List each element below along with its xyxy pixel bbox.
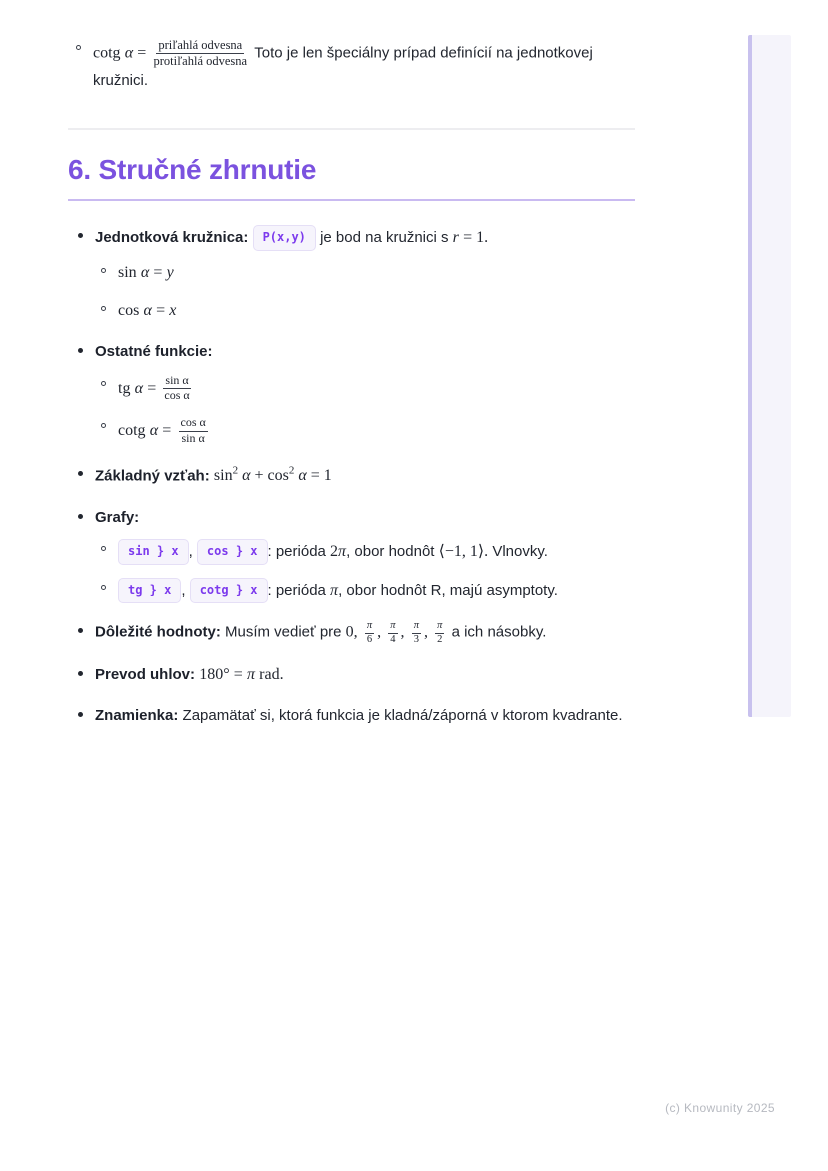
math-identity: $\sin^2 \alpha + \cos^2 \alpha = 1$ (213, 464, 332, 485)
filled-bullet-icon (78, 671, 83, 676)
hollow-bullet-icon (101, 306, 106, 311)
code-badge-tg: tg } x (118, 578, 181, 604)
code-badge-cotg: cotg } x (190, 578, 268, 604)
fraction-sin-over-cos: $\frac{\text{sin α}}{\text{cos α}}$ (164, 372, 190, 403)
math-equals-one: = 1. (463, 228, 489, 246)
values-label: Dôležité hodnoty: (95, 623, 221, 641)
other-functions-label: Ostatné funkcie: (95, 343, 213, 361)
values-pre-text: Musím vedieť pre (225, 623, 342, 641)
math-cotg: cotg (93, 44, 121, 62)
list-item-cos: cos α = x (93, 299, 635, 324)
copyright-footer: (c) Knowunity 2025 (665, 1101, 775, 1115)
math-pi: π (246, 665, 255, 683)
hollow-bullet-icon (101, 546, 106, 551)
filled-bullet-icon (78, 348, 83, 353)
angles-label: Prevod uhlov: (95, 665, 196, 683)
filled-bullet-icon (78, 628, 83, 633)
list-item-sin: sin α = y (93, 261, 635, 286)
hollow-bullet-icon (101, 423, 106, 428)
filled-bullet-icon (78, 233, 83, 238)
math-2pi: 2π (330, 542, 347, 560)
math-pi: π (330, 581, 339, 599)
fraction-pi-6: $\frac{\pi}{6}$ (366, 620, 373, 645)
fraction-adjacent-over-opposite: $\frac{\text{priľahlá odvesna}}{\text{protiľahlá odvesna}}$ (153, 38, 248, 69)
fraction-pi-4: $\frac{\pi}{4}$ (390, 620, 396, 645)
content-column (68, 0, 635, 745)
side-highlight-strip (748, 35, 791, 717)
fraction-cos-over-sin: $\frac{\text{cos α}}{\text{sin α}}$ (180, 415, 206, 446)
graphs-label: Grafy: (95, 508, 140, 526)
filled-bullet-icon (78, 712, 83, 717)
identity-label: Základný vzťah: (95, 467, 210, 485)
unit-circle-text: je bod na kružnici s (320, 228, 449, 246)
section-heading: 6. Stručné zhrnutie (68, 154, 317, 185)
code-badge-cos: cos } x (197, 539, 268, 565)
signs-text: Zapamätať si, ktorá funkcia je kladná/záporná v ktorom kvadrante. (182, 707, 623, 725)
math-zero: 0, (345, 623, 358, 641)
math-180deg: 180° (199, 665, 230, 683)
math-r: r (452, 228, 459, 246)
list-item-cotg-definition (68, 38, 635, 92)
list-item-angle-conversion: Prevod uhlov: 180° = π rad. (68, 663, 635, 688)
math-alpha: α (124, 44, 134, 62)
fraction-pi-3: $\frac{\pi}{3}$ (413, 620, 419, 645)
filled-bullet-icon (78, 514, 83, 519)
list-item-identity (68, 463, 635, 489)
hollow-bullet-icon (101, 268, 106, 273)
cotg-definition-text (93, 38, 635, 92)
graphs-line2-post: , obor hodnôt R, majú asymptoty. (338, 581, 558, 599)
list-item-important-values: Dôležité hodnoty: Musím vedieť pre 0, $\frac{\pi}{6}$ , $\frac{\pi}{4}$ , $\frac{\pi}{3}$ , $\frac{\pi}{2}$ a ich násobky. (68, 620, 635, 645)
list-item-sin-cos-graphs: sin } x , cos } x : perióda 2π, obor hodnôt ⟨−1, 1⟩. Vlnovky. (93, 539, 635, 565)
list-item-other-functions (68, 340, 635, 445)
hollow-bullet-icon (76, 45, 81, 50)
math-rad: rad. (259, 665, 284, 683)
section-divider (68, 128, 635, 130)
list-item-unit-circle (68, 225, 635, 323)
graphs-line1-post: Vlnovky. (492, 542, 548, 560)
heading-underline (68, 199, 635, 201)
list-item-tg-cotg-graphs: tg } x , cotg } x : perióda π, obor hodnôt R, majú asymptoty. (93, 578, 635, 604)
hollow-bullet-icon (101, 381, 106, 386)
fraction-pi-2: $\frac{\pi}{2}$ (437, 620, 443, 645)
math-equals: = (137, 44, 147, 62)
code-badge-pxy: P(x,y) (253, 225, 316, 251)
hollow-bullet-icon (101, 585, 106, 590)
list-item-graphs (68, 506, 635, 603)
list-item-tg-formula: tg α = $\frac{\text{sin α}}{\text{cos α}}$ (93, 374, 635, 404)
unit-circle-label: Jednotková kružnica: (95, 228, 249, 246)
math-range: ⟨−1, 1⟩. (438, 542, 489, 560)
code-badge-sin: sin } x (118, 539, 189, 565)
values-post-text: a ich násobky. (451, 623, 547, 641)
list-item-cotg-formula: cotg α = $\frac{\text{cos α}}{\text{sin α}}$ (93, 416, 635, 446)
intro-note-text: Toto je len špeciálny prípad definícií na jednotkovej kružnici. (93, 44, 593, 89)
signs-label: Znamienka: (95, 707, 179, 725)
list-item-signs (68, 704, 635, 727)
filled-bullet-icon (78, 471, 83, 476)
